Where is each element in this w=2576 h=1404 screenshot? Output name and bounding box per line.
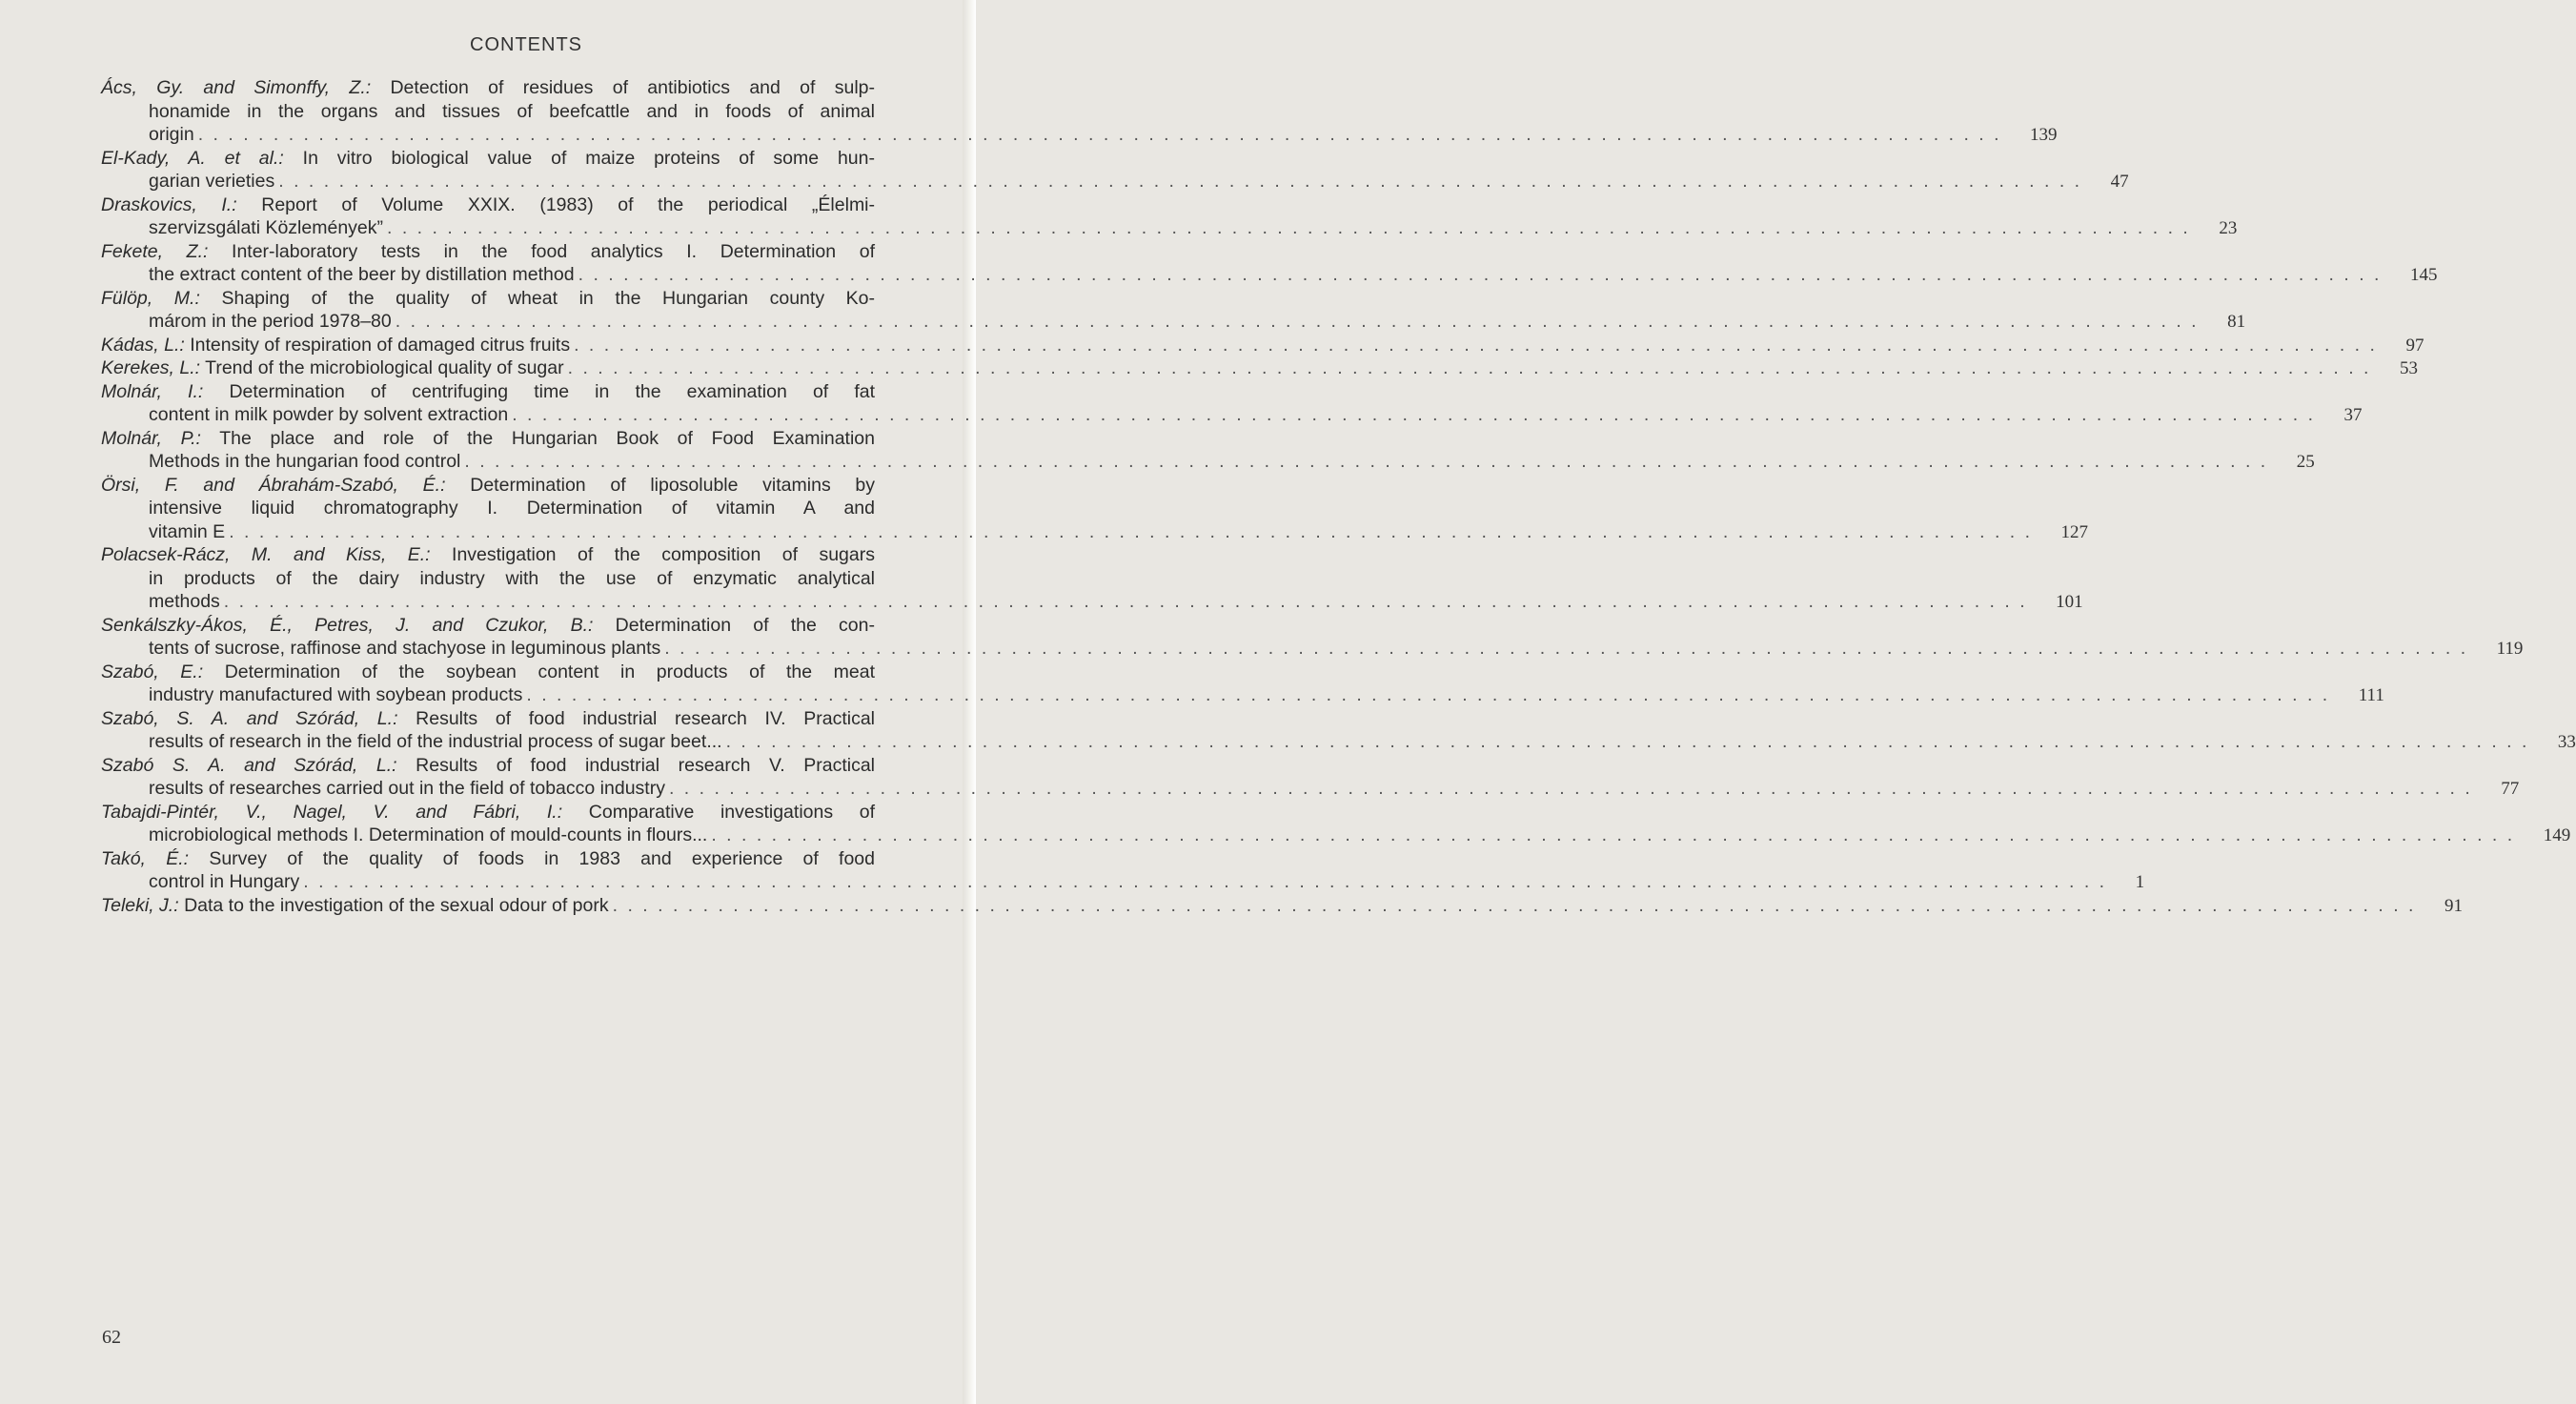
toc-entry <box>101 661 2384 707</box>
toc-entry-line <box>101 520 2089 544</box>
toc-entry-title-text: origin <box>149 124 194 145</box>
toc-entry-line <box>101 310 2246 334</box>
toc-entry-title-text: Determination of the soybean content in products of the meat <box>224 661 875 682</box>
toc-entry-line <box>101 824 2571 847</box>
toc-entry-title-text: Detection of residues of antibiotics and of sulp- <box>390 77 876 98</box>
toc-entry-line <box>101 240 945 264</box>
toc-entry-title-text: Comparative investigations of <box>588 801 875 823</box>
toc-entry-title-text: microbiological methods I. Determination of mould-counts in flours... <box>149 824 708 845</box>
toc-entry <box>101 240 2438 287</box>
toc-entry-authors: Örsi, F. and Ábrahám-Szabó, É.: <box>101 474 446 496</box>
dot-leader: . . . . . . . . . . . . . . . . . . . . . . . . . . . . . . . . . . . . . . . . . . . . . . . . . . . . . . . . . . . . . . . . . . . . . . . . . . . . . . . . . . . . . . . . . . . . . . . . . . . . . . . . . . . . . . . . . . . . . . . . <box>711 824 2515 845</box>
toc-entry-line <box>101 356 2418 380</box>
toc-entry-title-text: Determination of centrifuging time in the examination of fat <box>229 380 875 402</box>
toc-entry-line <box>101 661 945 684</box>
toc-entry-line <box>101 263 2438 287</box>
toc-entry <box>101 894 2463 918</box>
toc-entry-line <box>101 123 2058 147</box>
toc-entry <box>101 380 2363 427</box>
toc-entry-line <box>101 216 2238 240</box>
dot-leader: . . . . . . . . . . . . . . . . . . . . . . . . . . . . . . . . . . . . . . . . . . . . . . . . . . . . . . . . . . . . . . . . . . . . . . . . . . . . . . . . . . . . . . . . . . . . . . . . . . . . . . . . . . . . . . . . . . . . . . . . <box>278 171 2082 192</box>
toc-entry-authors: El-Kady, A. et al.: <box>101 147 284 169</box>
toc-entry-line <box>101 637 2524 661</box>
dot-leader: . . . . . . . . . . . . . . . . . . . . . . . . . . . . . . . . . . . . . . . . . . . . . . . . . . . . . . . . . . . . . . . . . . . . . . . . . . . . . . . . . . . . . . . . . . . . . . . . . . . . . . . . . . . . . . . . . . . . . . . . <box>395 311 2200 332</box>
toc-entry-page: 47 <box>2110 172 2129 192</box>
toc-entry <box>101 147 2129 193</box>
table-of-contents <box>101 76 2576 917</box>
toc-entry-line <box>101 100 945 124</box>
toc-entry <box>101 707 2576 754</box>
dot-leader: . . . . . . . . . . . . . . . . . . . . . . . . . . . . . . . . . . . . . . . . . . . . . . . . . . . . . . . . . . . . . . . . . . . . . . . . . . . . . . . . . . . . . . . . . . . . . . . . . . . . . . . . . . . . . . . . . . . . . . . . <box>526 684 2330 705</box>
toc-entry-authors: Draskovics, I.: <box>101 193 237 215</box>
toc-entry-authors: Szabó, E.: <box>101 661 204 682</box>
toc-entry <box>101 76 2058 147</box>
toc-entry-line <box>101 427 945 451</box>
dot-leader: . . . . . . . . . . . . . . . . . . . . . . . . . . . . . . . . . . . . . . . . . . . . . . . . . . . . . . . . . . . . . . . . . . . . . . . . . . . . . . . . . . . . . . . . . . . . . . . . . . . . . . . . . . . . . . . . . . . . . . . . <box>578 264 2382 285</box>
toc-entry-page: 111 <box>2358 685 2384 705</box>
toc-entry-title-text: methods <box>149 591 220 612</box>
toc-entry <box>101 193 2238 240</box>
dot-leader: . . . . . . . . . . . . . . . . . . . . . . . . . . . . . . . . . . . . . . . . . . . . . . . . . . . . . . . . . . . . . . . . . . . . . . . . . . . . . . . . . . . . . . . . . . . . . . . . . . . . . . . . . . . . . . . . . . . . . . . . <box>664 638 2468 659</box>
toc-entry <box>101 543 2083 614</box>
toc-entry-line <box>101 567 945 591</box>
page-number: 62 <box>102 1327 121 1348</box>
toc-entry-line <box>101 147 945 171</box>
toc-entry-title-text: honamide in the organs and tissues of beefcattle and in foods of animal <box>149 100 875 122</box>
toc-entry-page: 23 <box>2219 218 2238 238</box>
toc-entry-title-text: garian verieties <box>149 171 275 192</box>
dot-leader: . . . . . . . . . . . . . . . . . . . . . . . . . . . . . . . . . . . . . . . . . . . . . . . . . . . . . . . . . . . . . . . . . . . . . . . . . . . . . . . . . . . . . . . . . . . . . . . . . . . . . . . . . . . . . . . . . . . . . . . . <box>512 404 2316 425</box>
dot-leader: . . . . . . . . . . . . . . . . . . . . . . . . . . . . . . . . . . . . . . . . . . . . . . . . . . . . . . . . . . . . . . . . . . . . . . . . . . . . . . . . . . . . . . . . . . . . . . . . . . . . . . . . . . . . . . . . . . . . . . . . <box>567 357 2371 378</box>
toc-entry-title-text: The place and role of the Hungarian Book of Food Examination <box>219 427 875 449</box>
toc-entry-title-text: Data to the investigation of the sexual odour of pork <box>184 894 609 916</box>
toc-entry-line <box>101 707 945 731</box>
toc-entry-title-text: Methods in the hungarian food control <box>149 451 461 472</box>
dot-leader: . . . . . . . . . . . . . . . . . . . . . . . . . . . . . . . . . . . . . . . . . . . . . . . . . . . . . . . . . . . . . . . . . . . . . . . . . . . . . . . . . . . . . . . . . . . . . . . . . . . . . . . . . . . . . . . . . . . . . . . . <box>229 520 2033 542</box>
toc-entry <box>101 614 2524 661</box>
toc-entry-authors: Ács, Gy. and Simonffy, Z.: <box>101 77 372 98</box>
toc-entry <box>101 287 2246 334</box>
toc-entry-page: 101 <box>2056 592 2083 612</box>
toc-entry-line <box>101 590 2083 614</box>
toc-entry-page: 127 <box>2060 521 2089 542</box>
toc-entry-title-text: tents of sucrose, raffinose and stachyose in leguminous plants <box>149 638 661 659</box>
toc-entry-title-text: content in milk powder by solvent extraction <box>149 404 509 425</box>
toc-entry-page: 145 <box>2409 265 2438 285</box>
toc-entry-line <box>101 450 2315 474</box>
toc-entry <box>101 356 2418 380</box>
toc-entry-page: 37 <box>2343 405 2363 425</box>
toc-entry-line <box>101 730 2576 754</box>
toc-entry-title-text: Shaping of the quality of wheat in the Hungarian county Ko- <box>221 287 875 309</box>
toc-entry-page: 119 <box>2496 639 2524 659</box>
toc-entry <box>101 334 2424 357</box>
toc-entry-page: 33 <box>2557 732 2576 752</box>
dot-leader: . . . . . . . . . . . . . . . . . . . . . . . . . . . . . . . . . . . . . . . . . . . . . . . . . . . . . . . . . . . . . . . . . . . . . . . . . . . . . . . . . . . . . . . . . . . . . . . . . . . . . . . . . . . . . . . . . . . . . . . . <box>464 451 2268 472</box>
toc-entry-title-text: industry manufactured with soybean products <box>149 684 523 705</box>
toc-entry-title-text: Investigation of the composition of sugars <box>452 544 875 565</box>
toc-entry-authors: Polacsek-Rácz, M. and Kiss, E.: <box>101 544 431 565</box>
toc-entry-title-text: the extract content of the beer by distillation method <box>149 264 575 285</box>
dot-leader: . . . . . . . . . . . . . . . . . . . . . . . . . . . . . . . . . . . . . . . . . . . . . . . . . . . . . . . . . . . . . . . . . . . . . . . . . . . . . . . . . . . . . . . . . . . . . . . . . . . . . . . . . . . . . . . . . . . . . . . . <box>574 334 2378 356</box>
toc-entry-title-text: Results of food industrial research V. Practical <box>416 754 876 776</box>
toc-entry-title-text: intensive liquid chromatography I. Determination of vitamin A and <box>149 498 875 519</box>
toc-entry-page: 139 <box>2030 125 2058 145</box>
dot-leader: . . . . . . . . . . . . . . . . . . . . . . . . . . . . . . . . . . . . . . . . . . . . . . . . . . . . . . . . . . . . . . . . . . . . . . . . . . . . . . . . . . . . . . . . . . . . . . . . . . . . . . . . . . . . . . . . . . . . . . . . <box>725 731 2529 752</box>
dot-leader: . . . . . . . . . . . . . . . . . . . . . . . . . . . . . . . . . . . . . . . . . . . . . . . . . . . . . . . . . . . . . . . . . . . . . . . . . . . . . . . . . . . . . . . . . . . . . . . . . . . . . . . . . . . . . . . . . . . . . . . . <box>387 217 2191 238</box>
toc-entry-authors: Szabó, S. A. and Szórád, L.: <box>101 707 398 729</box>
toc-entry-title-text: Inter-laboratory tests in the food analytics I. Determination of <box>232 240 875 262</box>
toc-entry-title-text: Results of food industrial research IV. Practical <box>416 707 876 729</box>
toc-entry-authors: Senkálszky-Ákos, É., Petres, J. and Czukor, B.: <box>101 614 594 636</box>
toc-entry-line <box>101 474 945 498</box>
toc-entry-authors: Tabajdi-Pintér, V., Nagel, V. and Fábri, I.: <box>101 801 563 823</box>
toc-entry <box>101 474 2089 544</box>
dot-leader: . . . . . . . . . . . . . . . . . . . . . . . . . . . . . . . . . . . . . . . . . . . . . . . . . . . . . . . . . . . . . . . . . . . . . . . . . . . . . . . . . . . . . . . . . . . . . . . . . . . . . . . . . . . . . . . . . . . . . . . . <box>612 894 2416 916</box>
page-title: CONTENTS <box>470 34 582 55</box>
toc-entry-line <box>101 847 945 871</box>
toc-entry <box>101 801 2571 847</box>
toc-entry-title-text: Determination of the con- <box>615 614 875 636</box>
toc-entry-line <box>101 614 945 638</box>
toc-entry-line <box>101 403 2363 427</box>
toc-entry-authors: Kerekes, L.: <box>101 357 201 378</box>
toc-entry-page: 1 <box>2135 872 2145 892</box>
toc-entry <box>101 427 2315 474</box>
toc-entry-authors: Molnár, P.: <box>101 427 201 449</box>
toc-entry-line <box>101 380 945 404</box>
toc-entry-line <box>101 193 945 217</box>
toc-entry <box>101 754 2520 801</box>
dot-leader: . . . . . . . . . . . . . . . . . . . . . . . . . . . . . . . . . . . . . . . . . . . . . . . . . . . . . . . . . . . . . . . . . . . . . . . . . . . . . . . . . . . . . . . . . . . . . . . . . . . . . . . . . . . . . . . . . . . . . . . . <box>197 124 2002 145</box>
toc-entry-title-text: control in Hungary <box>149 871 300 892</box>
toc-entry-line <box>101 754 945 778</box>
toc-entry-line <box>101 170 2129 193</box>
toc-entry-title-text: in products of the dairy industry with the use of enzymatic analytical <box>149 567 875 589</box>
toc-entry-line <box>101 870 2145 894</box>
dot-leader: . . . . . . . . . . . . . . . . . . . . . . . . . . . . . . . . . . . . . . . . . . . . . . . . . . . . . . . . . . . . . . . . . . . . . . . . . . . . . . . . . . . . . . . . . . . . . . . . . . . . . . . . . . . . . . . . . . . . . . . . <box>668 778 2473 799</box>
toc-entry-title-text: Survey of the quality of foods in 1983 and experience of food <box>209 847 875 869</box>
toc-entry-title-text: results of researches carried out in the field of tobacco industry <box>149 778 665 799</box>
toc-entry-authors: Molnár, I.: <box>101 380 204 402</box>
toc-entry-title-text: márom in the period 1978–80 <box>149 311 392 332</box>
toc-entry-page: 149 <box>2543 825 2571 845</box>
toc-entry-line <box>101 287 945 311</box>
toc-entry-page: 97 <box>2405 335 2424 356</box>
toc-entry-authors: Fekete, Z.: <box>101 240 209 262</box>
toc-entry-authors: Teleki, J.: <box>101 894 179 916</box>
toc-entry-line <box>101 543 945 567</box>
toc-entry-title-text: results of research in the field of the industrial process of sugar beet... <box>149 731 722 752</box>
toc-entry-page: 77 <box>2501 779 2520 799</box>
toc-entry-page: 81 <box>2227 312 2246 332</box>
toc-entry-title-text: Report of Volume XXIX. (1983) of the periodical „Élelmi- <box>261 193 876 215</box>
toc-entry-title-text: vitamin E <box>149 520 226 542</box>
toc-entry-line <box>101 497 945 520</box>
toc-entry-page: 25 <box>2296 452 2315 472</box>
toc-entry-title-text: szervizsgálati Közlemények” <box>149 217 384 238</box>
toc-entry-title-text: Intensity of respiration of damaged citrus fruits <box>190 334 571 356</box>
toc-entry-title-text: Trend of the microbiological quality of sugar <box>205 357 564 378</box>
toc-entry-line <box>101 76 945 100</box>
toc-entry-authors: Fülöp, M.: <box>101 287 200 309</box>
toc-entry-page: 91 <box>2444 895 2463 916</box>
toc-entry-authors: Takó, É.: <box>101 847 190 869</box>
toc-entry-authors: Szabó S. A. and Szórád, L.: <box>101 754 397 776</box>
toc-entry-line <box>101 334 2424 357</box>
toc-entry-line <box>101 777 2520 801</box>
dot-leader: . . . . . . . . . . . . . . . . . . . . . . . . . . . . . . . . . . . . . . . . . . . . . . . . . . . . . . . . . . . . . . . . . . . . . . . . . . . . . . . . . . . . . . . . . . . . . . . . . . . . . . . . . . . . . . . . . . . . . . . . <box>303 871 2107 892</box>
toc-entry-line <box>101 683 2384 707</box>
toc-entry-title-text: Determination of liposoluble vitamins by <box>470 474 875 496</box>
toc-entry <box>101 847 2145 894</box>
dot-leader: . . . . . . . . . . . . . . . . . . . . . . . . . . . . . . . . . . . . . . . . . . . . . . . . . . . . . . . . . . . . . . . . . . . . . . . . . . . . . . . . . . . . . . . . . . . . . . . . . . . . . . . . . . . . . . . . . . . . . . . . <box>223 591 2028 612</box>
toc-entry-page: 53 <box>2399 358 2418 378</box>
toc-entry-line <box>101 894 2463 918</box>
toc-entry-title-text: In vitro biological value of maize proteins of some hun- <box>302 147 875 169</box>
toc-entry-line <box>101 801 945 824</box>
toc-entry-authors: Kádas, L.: <box>101 334 185 356</box>
